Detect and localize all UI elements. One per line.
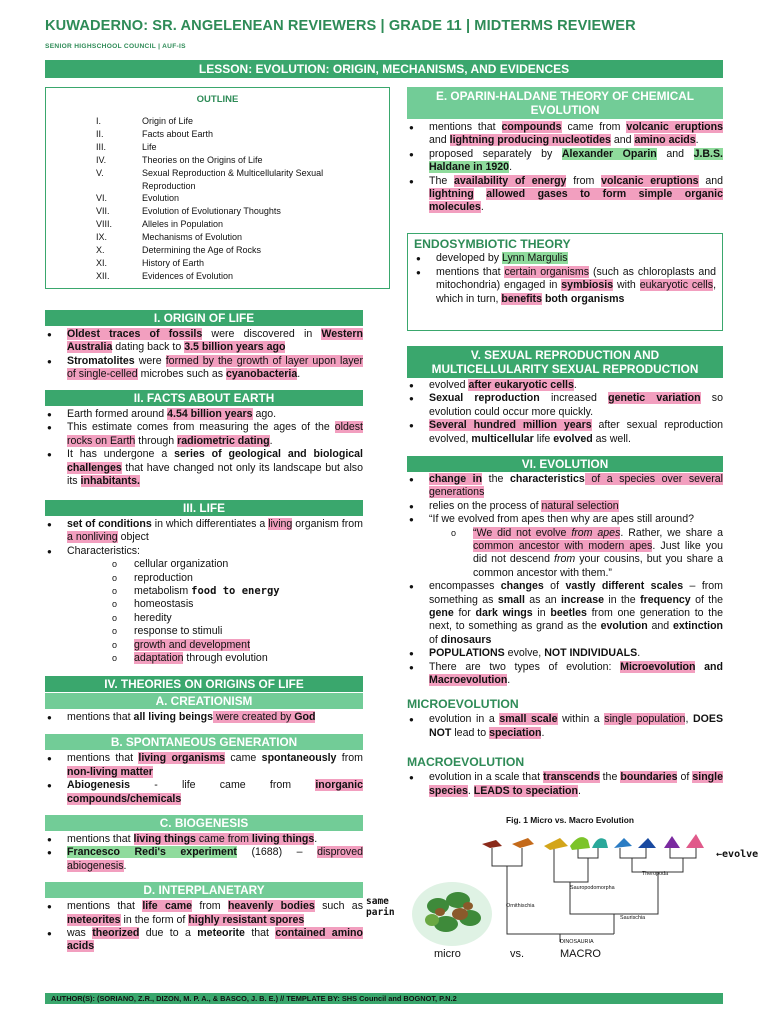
outline-item xyxy=(96,231,352,244)
outline-item-number: XII. xyxy=(96,270,110,281)
outline-item xyxy=(96,205,352,218)
list-item: ● Francesco Redi's experiment (1688) – disproved abiogenesis. xyxy=(45,846,363,873)
outline-table xyxy=(96,115,352,283)
outline-item-label: Determining the Age of Rocks xyxy=(142,245,262,256)
label-dinosauria: DINOSAURIA xyxy=(560,939,594,945)
outline-item-label: Facts about Earth xyxy=(142,128,214,139)
section-title: II. FACTS ABOUT EARTH xyxy=(45,390,363,406)
list-item: ● This estimate comes from measuring the ages of the oldest rocks on Earth through radiometric dating. xyxy=(45,421,363,448)
list-item: ● evolution in a scale that transcends the boundaries of single species. LEADS to speciation. xyxy=(407,771,723,798)
label-micro: micro xyxy=(434,948,461,960)
section-title: IV. THEORIES ON ORIGINS OF LIFE xyxy=(45,676,363,692)
arrow-icon: ← xyxy=(716,849,723,860)
outline-item-number: II. xyxy=(96,128,104,139)
outline-item-number: XI. xyxy=(96,257,108,268)
list-item: ● POPULATIONS evolve, NOT INDIVIDUALS. xyxy=(407,647,723,660)
section-evolution xyxy=(407,456,723,688)
list-item: ● Several hundred million years after sexual reproduction evolved, multicellular life evolved as well. xyxy=(407,419,723,446)
figure-caption: Fig. 1 Micro vs. Macro Evolution xyxy=(506,815,634,825)
outline-item xyxy=(96,270,352,283)
list-item: ● mentions that all living beings were created by God xyxy=(45,711,363,724)
list-item: ● evolved after eukaryotic cells. xyxy=(407,379,723,392)
outline-item xyxy=(96,192,352,205)
list-item: ● There are two types of evolution: Microevolution and Macroevolution. xyxy=(407,661,723,688)
outline-item xyxy=(96,154,352,167)
list-item: ● mentions that certain organisms (such as chloroplasts and mitochondria) engaged in symbiosis with eukaryotic cells, which in turn, benefits both organisms xyxy=(414,266,716,306)
subsection-title: C. BIOGENESIS xyxy=(45,815,363,831)
list-item: ● proposed separately by Alexander Oparin and J.B.S. Haldane in 1920. xyxy=(407,148,723,175)
list-item: ● “If we evolved from apes then why are apes still around? o “We did not evolve from apes. Rather, we share a common ancestor with modern apes. Just like you did not descend from your cousins, but you share a common ancestor with them.” xyxy=(407,513,723,580)
outline-item-label: Evolution of Evolutionary Thoughts xyxy=(142,206,281,217)
outline-item xyxy=(96,141,352,154)
outline-item-label: History of Earth xyxy=(142,257,205,268)
characteristic-item: o response to stimuli xyxy=(112,625,363,638)
list-item: ● Stromatolites were formed by the growth of layer upon layer of single-celled microbes such as cyanobacteria. xyxy=(45,355,363,382)
characteristic-item: o adaptation through evolution xyxy=(112,652,363,665)
outline-item-number: III. xyxy=(96,141,107,152)
list-item: ● set of conditions in which differentiates a living organism from a nonliving object xyxy=(45,518,363,545)
list-item: ● was theorized due to a meteorite that contained amino acids xyxy=(45,927,363,954)
label-ornithischia: Ornithischia xyxy=(506,903,535,909)
outline-item-number: VIII. xyxy=(96,219,113,230)
list-item: ● encompasses changes of vastly different scales – from something as small as an increase in the frequency of the gene for dark wings in beetles from one generation to the next, to something as grand as the evolution and extinction of dinosaurs xyxy=(407,580,723,647)
label-saurischia: Saurischia xyxy=(620,915,646,921)
section-origin-of-life xyxy=(45,310,363,382)
characteristic-item: o metabolism food to energy xyxy=(112,585,363,598)
lesson-title-bar: LESSON: EVOLUTION: ORIGIN, MECHANISMS, AND EVIDENCES xyxy=(45,60,723,78)
subsection-title: E. OPARIN-HALDANE THEORY OF CHEMICAL EVOLUTION xyxy=(407,87,723,119)
list-item: ● mentions that living things came from living things. xyxy=(45,833,363,846)
list-item: ● mentions that compounds came from volcanic eruptions and lightning producing nucleotides and amino acids. xyxy=(407,121,723,148)
section-macroevolution xyxy=(407,756,723,798)
list-item: ● relies on the process of natural selection xyxy=(407,500,723,513)
outline-item-number: VII. xyxy=(96,206,110,217)
section-facts-about-earth xyxy=(45,390,363,488)
outline-item xyxy=(96,218,352,231)
outline-item xyxy=(96,115,352,128)
list-item: ● mentions that living organisms came spontaneously from non-living matter xyxy=(45,752,363,779)
outline-item xyxy=(96,257,352,270)
outline-item-label: Evidences of Evolution xyxy=(142,270,234,281)
outline-item-label: Theories on the Origins of Life xyxy=(142,154,263,165)
characteristic-item: o cellular organization xyxy=(112,558,363,571)
section-title: V. SEXUAL REPRODUCTION AND MULTICELLULARITY SEXUAL REPRODUCTION xyxy=(407,346,723,378)
label-theropoda: Theropoda xyxy=(642,871,669,877)
handwritten-evolve-note: ←evolve xyxy=(716,849,759,860)
handwritten-side-note: same parin xyxy=(366,896,395,918)
list-item: ● change in the characteristics of a species over several generations xyxy=(407,473,723,500)
section-theories-origins xyxy=(45,676,363,954)
handwritten-note: food to energy xyxy=(191,585,280,598)
section-title: VI. EVOLUTION xyxy=(407,456,723,472)
outline-box xyxy=(45,87,390,289)
section-title: MACROEVOLUTION xyxy=(407,755,525,769)
outline-item-label: Life xyxy=(142,141,157,152)
outline-item-label: Sexual Reproduction & Multicellularity Sexual Reproduction xyxy=(142,167,324,191)
quote-item: o “We did not evolve from apes. Rather, we share a common ancestor with modern apes. Just like you did not descend from your cousins, but you share a common ancestor with them.” xyxy=(451,527,723,581)
document-header-subtitle: SENIOR HIGHSCHOOL COUNCIL | AUF-IS xyxy=(45,43,186,50)
micro-macro-figure xyxy=(410,815,768,966)
section-microevolution xyxy=(407,698,723,740)
outline-item-number: IV. xyxy=(96,154,107,165)
outline-item-number: V. xyxy=(96,167,104,178)
section-sexual-reproduction xyxy=(407,346,723,446)
list-item: ● mentions that life came from heavenly bodies such as meteorites in the form of highly resistant spores xyxy=(45,900,363,927)
label-macro: MACRO xyxy=(560,948,601,960)
characteristic-item: o reproduction xyxy=(112,572,363,585)
list-item: ● evolution in a small scale within a single population, DOES NOT lead to speciation. xyxy=(407,713,723,740)
outline-item xyxy=(96,128,352,141)
section-title: I. ORIGIN OF LIFE xyxy=(45,310,363,326)
label-vs: vs. xyxy=(510,948,525,960)
section-title: MICROEVOLUTION xyxy=(407,697,519,711)
footer-bar: AUTHOR(S): (SORIANO, Z.R., DIZON, M. P. A., & BASCO, J. B. E.) // TEMPLATE BY: SHS Council and BOGNOT, P.N.2 xyxy=(45,993,723,1004)
list-item: ● The availability of energy from volcanic eruptions and lightning allowed gases to form simple organic molecules. xyxy=(407,175,723,215)
outline-item-number: X. xyxy=(96,245,105,256)
characteristic-item: o growth and development xyxy=(112,639,363,652)
subsection-title: D. INTERPLANETARY xyxy=(45,882,363,898)
outline-item-number: IX. xyxy=(96,232,108,243)
outline-item-label: Mechanisms of Evolution xyxy=(142,232,243,243)
characteristic-item: o homeostasis xyxy=(112,598,363,611)
list-item: ● Sexual reproduction increased genetic variation so evolution could occur more quickly. xyxy=(407,392,723,419)
section-title: ENDOSYMBIOTIC THEORY xyxy=(414,237,571,251)
outline-item-label: Origin of Life xyxy=(142,116,194,126)
outline-item xyxy=(96,167,352,193)
section-endosymbiotic xyxy=(407,233,723,331)
section-title: III. LIFE xyxy=(45,500,363,516)
list-item: ● Characteristics: o cellular organization o reproduction o metabolism food to energy o homeostasis o heredity o response to stimuli o growth and development o adaptation through evolution xyxy=(45,545,363,666)
outline-item-number: VI. xyxy=(96,193,108,204)
list-item: ● Abiogenesis - life came from inorganic compounds/chemicals xyxy=(45,779,363,806)
subsection-title: A. CREATIONISM xyxy=(45,693,363,709)
outline-item-label: Alleles in Population xyxy=(142,219,224,230)
dinosaur-silhouettes xyxy=(482,834,704,850)
document-header-title: KUWADERNO: SR. ANGELENEAN REVIEWERS | GRADE 11 | MIDTERMS REVIEWER xyxy=(45,18,636,34)
outline-title: OUTLINE xyxy=(196,94,239,105)
outline-item-number: I. xyxy=(96,116,102,126)
characteristic-item: o heredity xyxy=(112,612,363,625)
section-life xyxy=(45,500,363,665)
label-sauropodomorpha: Sauropodomorpha xyxy=(570,885,615,891)
list-item: ● Oldest traces of fossils were discovered in Western Australia dating back to 3.5 billion years ago xyxy=(45,328,363,355)
list-item: ● developed by Lynn Margulis xyxy=(414,252,716,265)
list-item: ● Earth formed around 4.54 billion years ago. xyxy=(45,408,363,421)
section-oparin-haldane xyxy=(407,87,723,215)
outline-item xyxy=(96,244,352,257)
list-item: ● It has undergone a series of geological and biological challenges that have changed not only its landscape but also its inhabitants. xyxy=(45,448,363,488)
subsection-title: B. SPONTANEOUS GENERATION xyxy=(45,734,363,750)
outline-item-label: Evolution xyxy=(142,193,180,204)
